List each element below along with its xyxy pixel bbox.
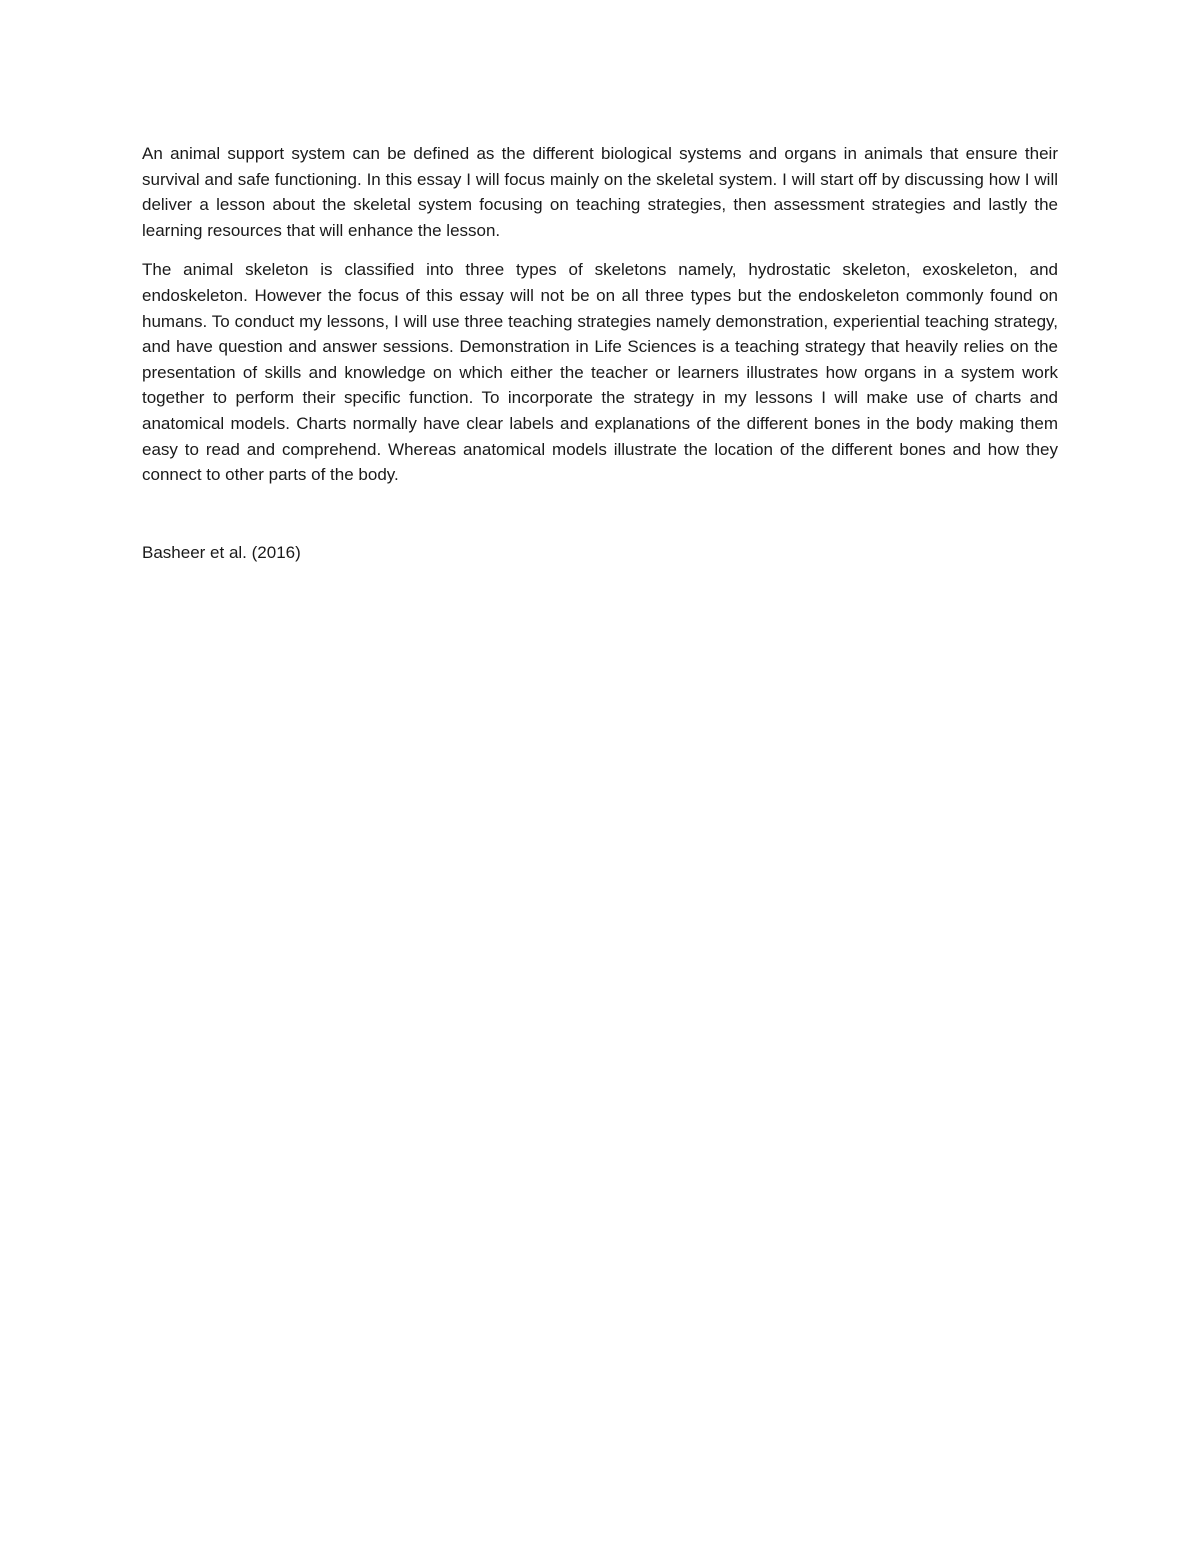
document-body: [142, 141, 1058, 579]
citation: Basheer et al. (2016): [142, 542, 301, 562]
paragraph-intro: An animal support system can be defined as the different biological systems and organs in animals that ensure their survival and safe functioning. In this essay I will focus mainly on the skeletal system. I will start off by discussing how I will deliver a lesson about the skeletal system focusing on teaching strategies, then assessment strategies and lastly the learning resources that will enhance the lesson.: [142, 144, 1058, 240]
paragraph-skeleton-types: The animal skeleton is classified into three types of skeletons namely, hydrostatic skeleton, exoskeleton, and endoskeleton. However the focus of this essay will not be on all three types but the endoskeleton commonly found on humans. To conduct my lessons, I will use three teaching strategies namely demonstration, experiential teaching strategy, and have question and answer sessions. Demonstration in Life Sciences is a teaching strategy that heavily relies on the presentation of skills and knowledge on which either the teacher or learners illustrates how organs in a system work together to perform their specific function. To incorporate the strategy in my lessons I will make use of charts and anatomical models. Charts normally have clear labels and explanations of the different bones in the body making them easy to read and comprehend. Whereas anatomical models illustrate the location of the different bones and how they connect to other parts of the body.: [142, 260, 1058, 485]
